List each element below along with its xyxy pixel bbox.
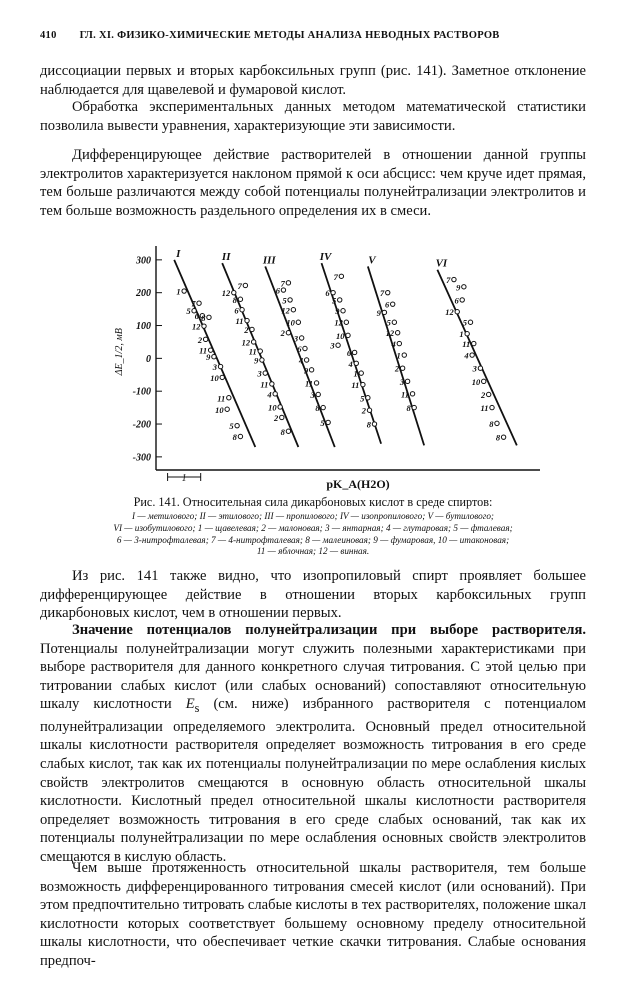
- figure-caption: Рис. 141. Относительная сила дикарбоновых кислот в среде спиртов:: [133, 495, 493, 509]
- data-point: [304, 358, 308, 362]
- running-title: ГЛ. XI. ФИЗИКО-ХИМИЧЕСКИЕ МЕТОДЫ АНАЛИЗА НЕВОДНЫХ РАСТВОРОВ: [79, 30, 500, 41]
- data-point: [258, 349, 262, 353]
- data-point-label: 8: [232, 432, 237, 443]
- data-point: [344, 320, 348, 324]
- y-tick-label: 200: [136, 288, 151, 300]
- data-point-label: 7: [333, 271, 338, 282]
- data-point: [303, 346, 307, 350]
- data-point: [245, 318, 249, 322]
- data-point-label: 3: [399, 376, 405, 387]
- data-point-label: 10: [268, 402, 277, 413]
- y-tick-label: -300: [132, 452, 151, 464]
- legend-line: 11 — яблочная; 12 — винная.: [256, 546, 370, 557]
- data-point: [460, 298, 464, 302]
- data-point-label: 5: [320, 417, 325, 428]
- data-point: [390, 302, 394, 306]
- data-point-label: 3: [310, 389, 315, 400]
- data-point-label: 8: [495, 432, 501, 443]
- data-point-label: 7: [191, 298, 196, 309]
- data-point: [366, 396, 370, 400]
- legend-line: I — метилового; II — этилового; III — пропилового; IV — изопропилового; V — бутилового;: [132, 511, 494, 521]
- data-point: [354, 361, 358, 365]
- data-point: [270, 382, 274, 386]
- data-point-label: 5: [360, 393, 365, 404]
- data-point-label: 3: [330, 340, 335, 351]
- data-point-label: 11: [235, 316, 244, 327]
- data-point-label: 2: [197, 334, 203, 345]
- data-point-label: 9: [303, 365, 309, 376]
- data-point-label: 4: [391, 339, 396, 350]
- data-point: [220, 375, 224, 379]
- paragraph-6: Чем выше протяженность относительной шкалы растворителя, тем больше возможность дифференцированного титрования смесей кислот (или оснований). При этом предпочтительно титровать слабые кислоты в тех растворителях, положение шкал кислотности которых соответствует большему основному пределу относительной шкалы кислотности, что обеспечивает четкие скачки титрования. Слабые основания предпоч-: [40, 860, 586, 969]
- data-point: [386, 290, 390, 294]
- data-point: [359, 371, 363, 375]
- paragraph-5: [40, 621, 586, 867]
- series-label: V: [368, 254, 376, 267]
- data-point-label: 2: [394, 363, 400, 374]
- paragraph-3: Дифференцирующее действие растворителей в отношении данной группы электролитов характеризуется наклоном прямой к оси абсцисс: чем круче идет прямая, тем больше различаются между собой потенциалы полунейтрализации электролитов и тем больше возможность раздельного определения их в смеси.: [40, 147, 586, 219]
- data-point-label: 9: [456, 282, 461, 293]
- data-point: [346, 333, 350, 337]
- data-point-label: 9: [206, 352, 211, 363]
- data-point-label: 3: [212, 362, 218, 373]
- data-point: [402, 353, 406, 357]
- data-point-label: 2: [480, 389, 486, 400]
- paragraph-4: Из рис. 141 также видно, что изопропиловый спирт проявляет большее дифференцирующее действие в отношении вторых карбоксильных групп дикарбоновых кислот, чем в отношении первых.: [40, 568, 586, 622]
- data-point: [490, 405, 494, 409]
- data-point-label: 10: [471, 376, 481, 387]
- data-point-label: 11: [480, 403, 489, 414]
- data-point-label: 8: [406, 403, 411, 414]
- data-point: [465, 332, 469, 336]
- data-point: [321, 405, 325, 409]
- data-point-label: 11: [199, 345, 208, 356]
- paragraph-1: диссоциации первых и вторых карбоксильных групп (рис. 141). Заметное отклонение наблюдается для щавелевой и фумаровой кислот.: [40, 63, 586, 98]
- data-point: [412, 405, 416, 409]
- data-point-label: 3: [293, 333, 299, 344]
- symbol-e: E: [185, 696, 195, 713]
- data-point: [395, 331, 399, 335]
- data-point-label: 11: [401, 389, 410, 400]
- x-axis-label: pK_A(H2O): [326, 477, 390, 491]
- data-point: [482, 379, 486, 383]
- series-line: [174, 260, 255, 447]
- data-point: [286, 429, 290, 433]
- data-point: [472, 341, 476, 345]
- data-point-label: 2: [361, 405, 367, 416]
- data-point-label: 6: [384, 299, 390, 310]
- data-point-label: 11: [305, 378, 314, 389]
- data-point-label: 4: [298, 355, 304, 366]
- data-point: [455, 310, 459, 314]
- data-point: [462, 285, 466, 289]
- data-point-label: 6: [325, 288, 330, 299]
- data-point: [361, 382, 365, 386]
- data-point-label: 8: [232, 294, 237, 305]
- series-label: VI: [435, 257, 448, 270]
- data-point: [382, 310, 386, 314]
- data-point: [501, 435, 505, 439]
- data-point: [288, 298, 292, 302]
- data-point: [250, 327, 254, 331]
- data-point: [238, 297, 242, 301]
- paragraph-5-text-b: (см. ниже) избранного растворителя с потенциалом полунейтрализации определяемого электролита. Основный предел относительной шкалы кислотности растворителя определяет возможность титрования в его среде слабых кислот, так как их потенциалы полунейтрализации по мере ослабления кислых свойств электролитов смещаются в основную область относительной шкалы кислотности. Кислотный предел относительной шкалы кислотности растворителя определяет возможность титрования в его среде слабых оснований, так как их потенциалы полунейтрализации по мере ослабления основных свойств электролитов смещаются в кислую область.: [40, 696, 586, 866]
- series-line: [437, 270, 516, 446]
- data-point: [203, 337, 207, 341]
- data-point-label: 12: [192, 321, 201, 332]
- data-point-label: 8: [489, 418, 494, 429]
- data-point-label: 5: [282, 295, 287, 306]
- data-point-label: 10: [210, 372, 219, 383]
- data-point-label: 7: [280, 278, 285, 289]
- data-point-label: 10: [286, 317, 295, 328]
- data-point: [397, 341, 401, 345]
- data-point: [299, 336, 303, 340]
- data-point-label: 9: [254, 355, 259, 366]
- data-point-label: 1: [176, 286, 181, 297]
- data-point-label: 8: [201, 312, 206, 323]
- scale-bar-label: 1: [181, 473, 187, 484]
- series-label: III: [262, 254, 276, 267]
- data-point-label: 6: [454, 295, 459, 306]
- series-label: IV: [319, 251, 332, 264]
- paragraph-5-text-a: Потенциалы полунейтрализации могут служить полезными характеристиками при выборе растворителя для данного конкретного случая титрования. С этой целью при титровании слабых кислот (или слабых оснований) сопоставляют относительную шкалу кислотности: [40, 640, 586, 713]
- data-point: [400, 366, 404, 370]
- data-point-label: 6: [346, 347, 352, 358]
- data-point-label: 9: [376, 307, 381, 318]
- data-point-label: 8: [280, 426, 285, 437]
- data-point: [263, 371, 267, 375]
- data-point: [331, 290, 335, 294]
- legend-line: VI — изобутилового; 1 — щавелевая; 2 — малоновая; 3 — янтарная; 4 — глутаровая; 5 — фталевая;: [113, 522, 513, 533]
- data-point-label: 12: [221, 288, 231, 299]
- data-point: [225, 407, 229, 411]
- data-point-label: 9: [335, 306, 340, 317]
- figure-141-chart: [104, 244, 548, 492]
- data-point: [182, 289, 186, 293]
- data-point-label: 8: [366, 419, 371, 430]
- data-point-label: 5: [331, 295, 337, 306]
- data-point: [197, 301, 201, 305]
- data-point: [372, 422, 376, 426]
- data-point: [468, 320, 472, 324]
- data-point: [273, 392, 277, 396]
- data-point-label: 5: [462, 317, 467, 328]
- data-point: [251, 340, 255, 344]
- data-point: [486, 392, 490, 396]
- data-point-label: 12: [445, 307, 454, 318]
- data-point-label: 10: [336, 330, 345, 341]
- data-point-label: 4: [267, 389, 272, 400]
- data-point: [286, 331, 290, 335]
- data-point: [478, 366, 482, 370]
- data-point-label: 6: [275, 285, 280, 296]
- data-point: [227, 396, 231, 400]
- data-point: [281, 288, 285, 292]
- data-point: [405, 379, 409, 383]
- data-point: [326, 420, 330, 424]
- y-tick-label: -200: [132, 419, 151, 431]
- data-point-label: 12: [241, 337, 251, 348]
- running-header: [40, 30, 600, 41]
- data-point-label: 11: [462, 339, 471, 350]
- data-point: [202, 324, 206, 328]
- data-point: [212, 355, 216, 359]
- page-number: 410: [40, 30, 57, 41]
- data-point: [392, 320, 396, 324]
- data-point: [336, 343, 340, 347]
- data-point-label: 11: [351, 380, 360, 391]
- data-point: [240, 308, 244, 312]
- series-label: I: [176, 247, 181, 260]
- data-point-label: 2: [244, 324, 249, 335]
- data-point: [314, 381, 318, 385]
- data-point-label: 6: [297, 344, 302, 355]
- data-point: [218, 364, 222, 368]
- series-label: II: [221, 251, 231, 264]
- data-point-label: 12: [385, 328, 395, 339]
- data-point: [286, 281, 290, 285]
- data-point-label: 6: [194, 311, 199, 322]
- data-point-label: 7: [379, 288, 385, 299]
- data-point-label: 3: [472, 363, 477, 374]
- y-tick-label: 300: [136, 255, 151, 267]
- data-point-label: 1: [459, 329, 464, 340]
- data-point: [238, 434, 242, 438]
- y-tick-label: 0: [146, 353, 151, 365]
- data-point: [495, 421, 499, 425]
- data-point-label: 6: [234, 305, 239, 316]
- data-point-label: 12: [281, 305, 290, 316]
- data-point: [280, 415, 284, 419]
- data-point: [296, 320, 300, 324]
- legend-line: 6 — 3-нитрофталевая; 7 — 4-нитрофталевая; 8 — малеиновая; 9 — фумаровая, 10 — итаконовая;: [116, 534, 510, 545]
- data-point-label: 5: [386, 317, 391, 328]
- data-point-label: 7: [237, 280, 242, 291]
- data-point: [207, 315, 211, 319]
- y-tick-label: -100: [132, 386, 151, 398]
- data-point-label: 4: [464, 350, 469, 361]
- data-point-label: 7: [446, 275, 451, 286]
- data-point-label: 5: [186, 306, 191, 317]
- data-point-label: 5: [229, 421, 234, 432]
- data-point: [352, 350, 356, 354]
- data-point-label: 3: [257, 368, 262, 379]
- data-point-label: 1: [353, 368, 358, 379]
- data-point: [367, 408, 371, 412]
- data-point: [309, 368, 313, 372]
- data-point-label: 8: [315, 403, 320, 414]
- data-point: [291, 308, 295, 312]
- data-point: [470, 353, 474, 357]
- data-point: [260, 358, 264, 362]
- figure-legend: [40, 511, 586, 558]
- data-point: [316, 392, 320, 396]
- data-point-label: 2: [274, 412, 279, 423]
- data-point: [341, 309, 345, 313]
- data-point-label: 4: [348, 358, 353, 369]
- data-point: [235, 423, 239, 427]
- data-point-label: 10: [215, 404, 224, 415]
- data-point-label: 1: [396, 350, 401, 361]
- data-point: [338, 298, 342, 302]
- data-point-label: 11: [260, 379, 269, 390]
- data-point: [410, 392, 414, 396]
- plot-area: [114, 246, 540, 491]
- paragraph-2: Обработка экспериментальных данных методом математической статистики позволила вывести уравнения, характеризующие эти зависимости.: [40, 99, 586, 134]
- data-point: [278, 405, 282, 409]
- data-point-label: 11: [217, 393, 226, 404]
- series-line: [322, 263, 382, 444]
- data-point-label: 11: [248, 346, 257, 357]
- y-axis-label: ΔE_1/2, мВ: [114, 328, 125, 376]
- y-tick-label: 100: [136, 321, 151, 333]
- symbol-e-subscript: s: [194, 701, 200, 716]
- data-point-label: 2: [280, 328, 285, 339]
- section-heading: Значение потенциалов полунейтрализации при выборе растворителя.: [72, 622, 586, 638]
- data-point: [339, 274, 343, 278]
- data-point: [243, 283, 247, 287]
- data-point: [452, 277, 456, 281]
- data-point-label: 12: [334, 317, 343, 328]
